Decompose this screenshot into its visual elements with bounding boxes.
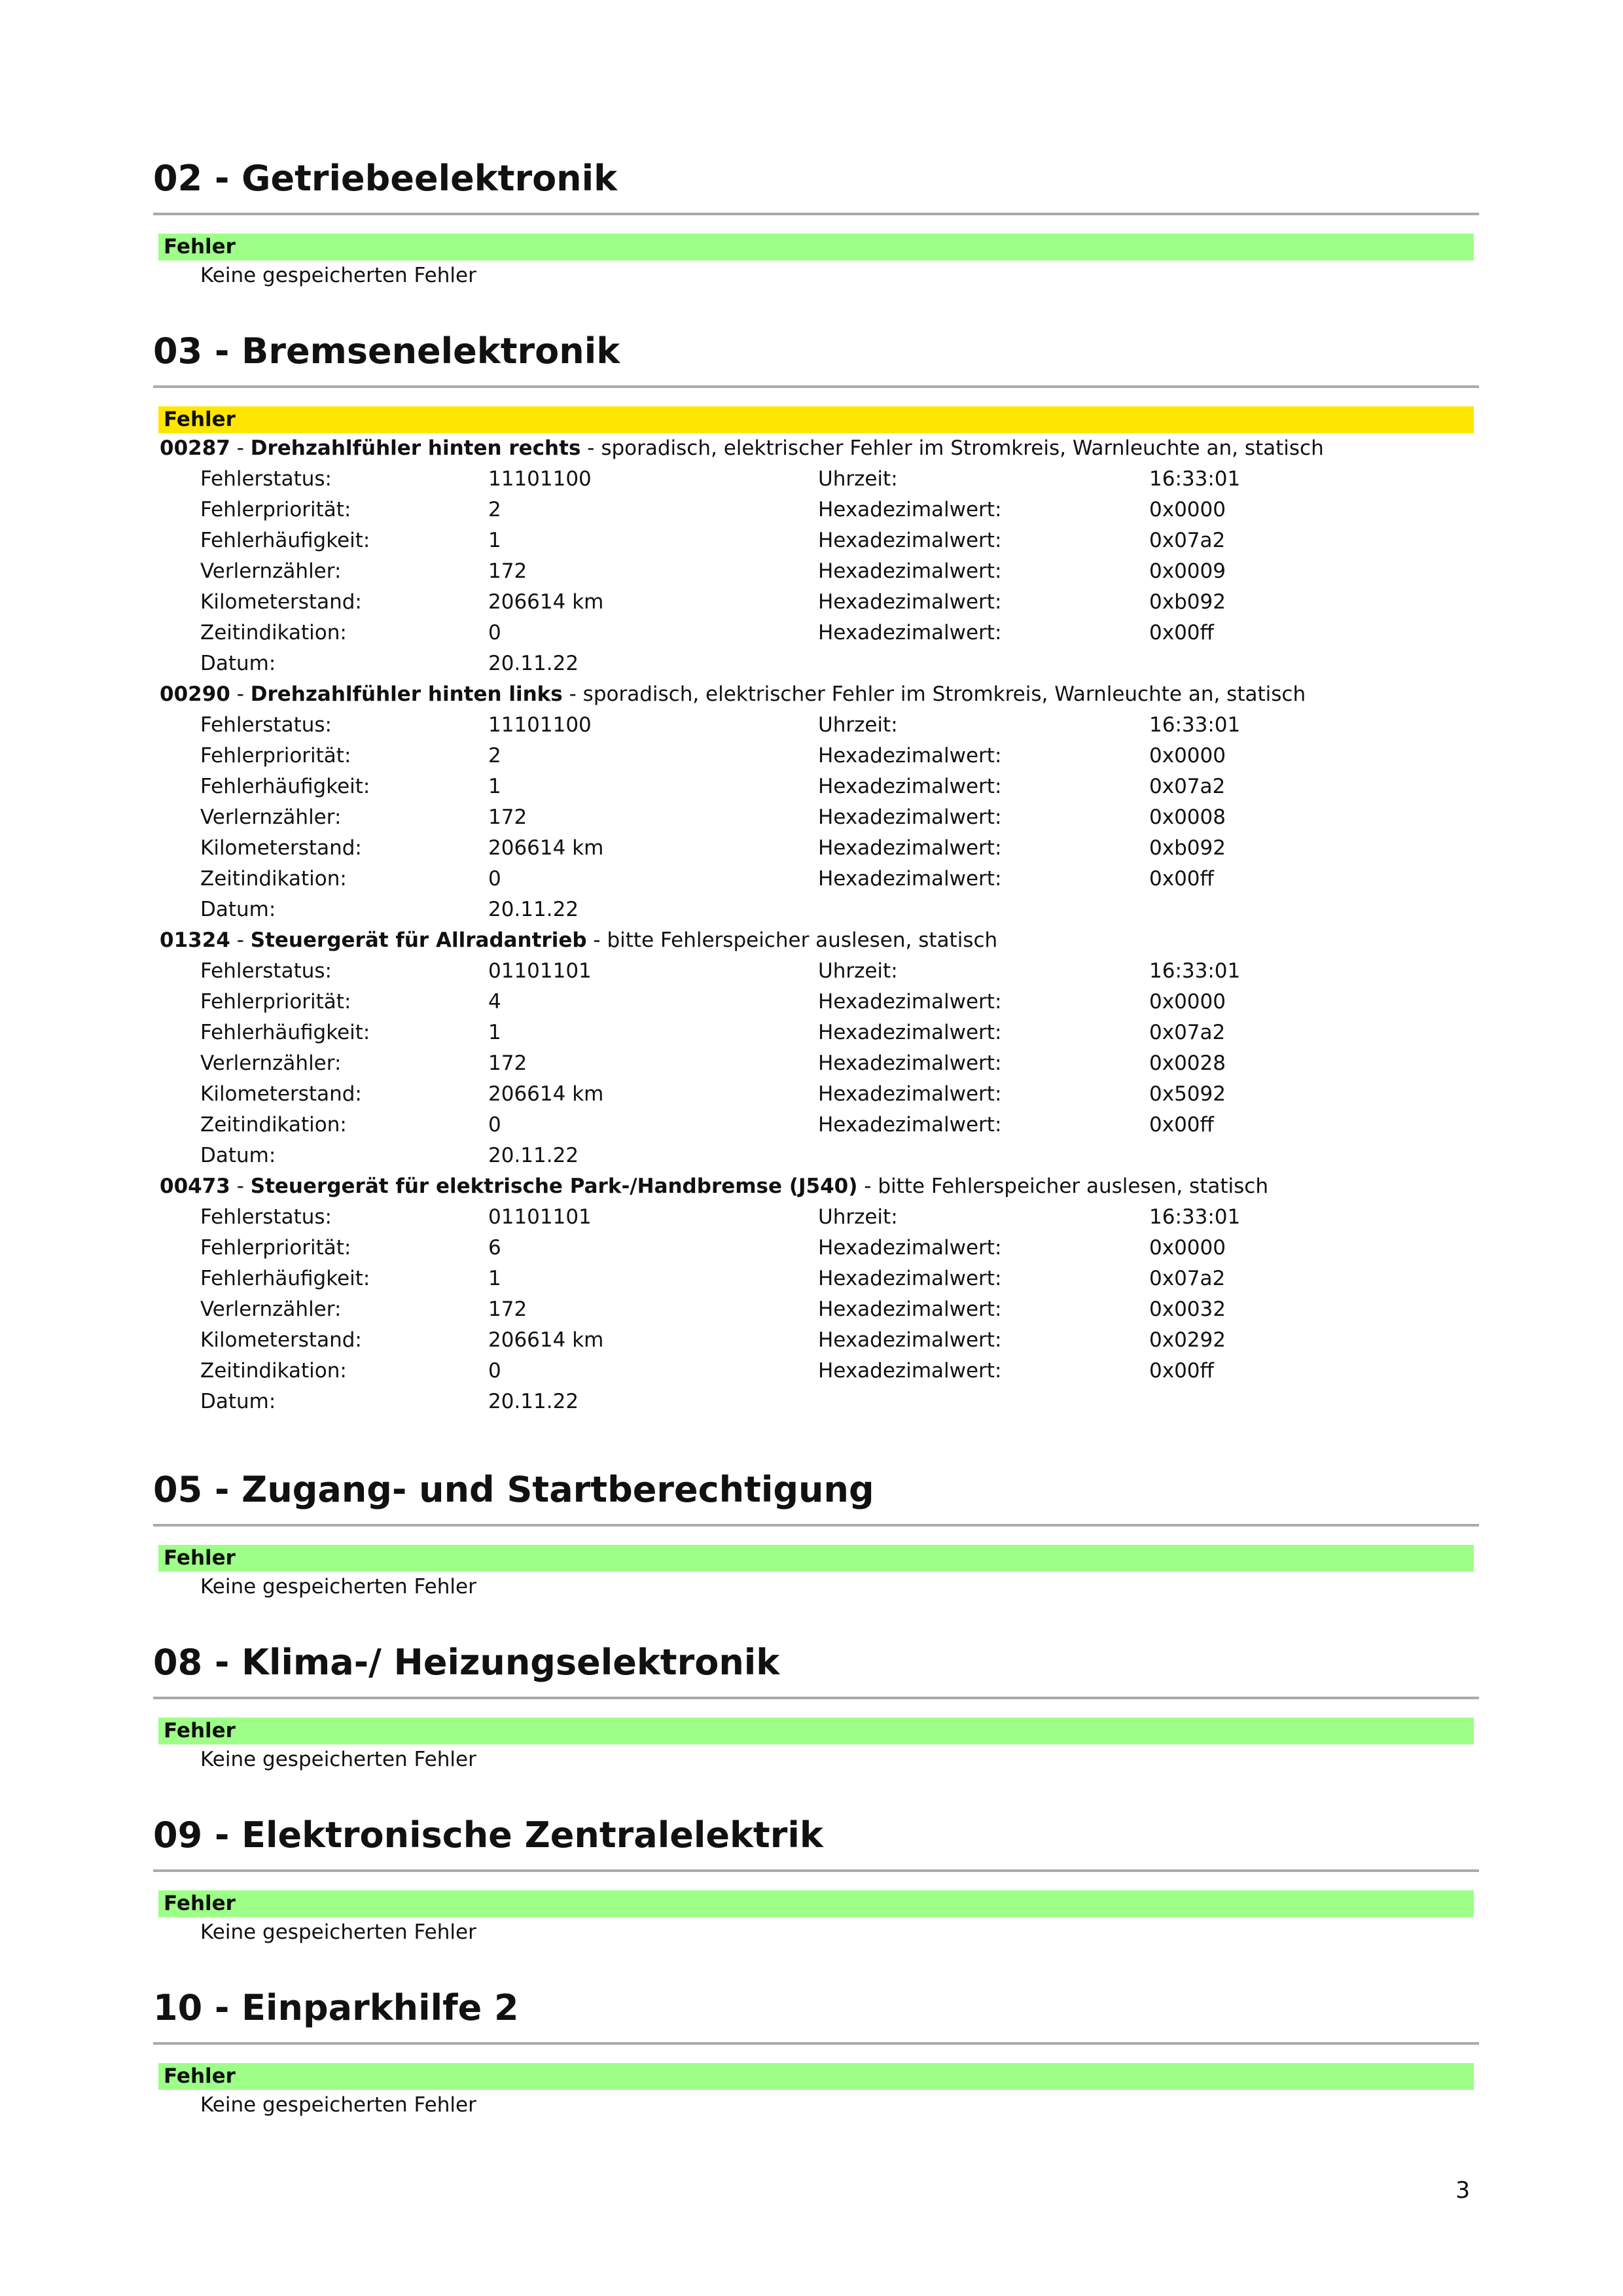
hex-value: 0x07a2 xyxy=(1149,1021,1226,1044)
detail-label: Datum: xyxy=(200,1144,276,1167)
detail-label: Zeitindikation: xyxy=(200,1359,347,1383)
time-label: Uhrzeit: xyxy=(818,467,898,491)
hex-label: Hexadezimalwert: xyxy=(818,1082,1002,1106)
hex-label: Hexadezimalwert: xyxy=(818,590,1002,614)
detail-label: Zeitindikation: xyxy=(200,621,347,645)
time-label: Uhrzeit: xyxy=(818,1205,898,1229)
module-title: 02 - Getriebeelektronik xyxy=(153,158,618,199)
hex-value: 0x0000 xyxy=(1149,498,1226,521)
detail-label: Verlernzähler: xyxy=(200,1298,342,1321)
detail-value: 6 xyxy=(488,1236,501,1260)
fault-description: bitte Fehlerspeicher auslesen, statisch xyxy=(878,1174,1268,1198)
hex-label: Hexadezimalwert: xyxy=(818,1267,1002,1290)
time-value: 16:33:01 xyxy=(1149,1205,1241,1229)
hex-value: 0x00ff xyxy=(1149,867,1214,891)
fault-name: Steuergerät für Allradantrieb xyxy=(250,928,587,952)
hex-label: Hexadezimalwert: xyxy=(818,1051,1002,1075)
fault-detail-row xyxy=(153,956,1479,987)
detail-label: Fehlerpriorität: xyxy=(200,1236,351,1260)
hex-label: Hexadezimalwert: xyxy=(818,836,1002,860)
fault-status-bar: Fehler xyxy=(158,1718,1474,1744)
hex-label: Hexadezimalwert: xyxy=(818,990,1002,1014)
fault-description: sporadisch, elektrischer Fehler im Stromkreis, Warnleuchte an, statisch xyxy=(582,682,1306,706)
detail-label: Kilometerstand: xyxy=(200,836,362,860)
hex-value: 0x0008 xyxy=(1149,805,1226,829)
fault-header: 01324 - Steuergerät für Allradantrieb - bitte Fehlerspeicher auslesen, statisch xyxy=(160,928,998,952)
detail-value: 172 xyxy=(488,1298,527,1321)
module-title: 10 - Einparkhilfe 2 xyxy=(153,1987,519,2028)
hex-label: Hexadezimalwert: xyxy=(818,1113,1002,1137)
detail-label: Kilometerstand: xyxy=(200,1328,362,1352)
fault-status-bar: Fehler xyxy=(158,406,1474,433)
fault-detail-row xyxy=(153,525,1479,556)
detail-label: Datum: xyxy=(200,898,276,921)
hex-value: 0x0000 xyxy=(1149,990,1226,1014)
fault-status-bar: Fehler xyxy=(158,1890,1474,1917)
fault-detail-row xyxy=(153,771,1479,802)
detail-label: Fehlerpriorität: xyxy=(200,498,351,521)
detail-value: 206614 km xyxy=(488,1328,604,1352)
detail-value: 01101101 xyxy=(488,959,592,983)
fault-detail-row xyxy=(153,1325,1479,1356)
detail-label: Fehlerhäufigkeit: xyxy=(200,1267,370,1290)
hex-value: 0x07a2 xyxy=(1149,529,1226,552)
fault-detail-row xyxy=(153,464,1479,495)
detail-label: Datum: xyxy=(200,1390,276,1413)
fault-name: Drehzahlfühler hinten rechts xyxy=(250,436,581,460)
hex-value: 0x07a2 xyxy=(1149,775,1226,798)
divider xyxy=(153,1697,1479,1699)
divider xyxy=(153,213,1479,215)
fault-detail-row xyxy=(153,710,1479,741)
fault-status-bar: Fehler xyxy=(158,1545,1474,1572)
detail-value: 20.11.22 xyxy=(488,1390,579,1413)
detail-value: 20.11.22 xyxy=(488,1144,579,1167)
fault-detail-row xyxy=(153,1386,1479,1417)
fault-description: bitte Fehlerspeicher auslesen, statisch xyxy=(607,928,998,952)
fault-detail-row xyxy=(153,864,1479,894)
fault-code: 00473 xyxy=(160,1174,230,1198)
detail-label: Verlernzähler: xyxy=(200,559,342,583)
detail-label: Fehlerstatus: xyxy=(200,467,332,491)
hex-label: Hexadezimalwert: xyxy=(818,867,1002,891)
detail-value: 1 xyxy=(488,1267,501,1290)
hex-value: 0x0032 xyxy=(1149,1298,1226,1321)
detail-label: Kilometerstand: xyxy=(200,1082,362,1106)
module-title: 03 - Bremsenelektronik xyxy=(153,330,620,372)
detail-value: 20.11.22 xyxy=(488,898,579,921)
no-faults-message: Keine gespeicherten Fehler xyxy=(200,1920,476,1944)
detail-label: Fehlerstatus: xyxy=(200,1205,332,1229)
hex-value: 0x07a2 xyxy=(1149,1267,1226,1290)
module-section xyxy=(153,1982,1479,2121)
detail-value: 1 xyxy=(488,775,501,798)
fault-detail-row xyxy=(153,1356,1479,1386)
module-title: 05 - Zugang- und Startberechtigung xyxy=(153,1469,874,1510)
hex-value: 0x0009 xyxy=(1149,559,1226,583)
hex-value: 0x0000 xyxy=(1149,744,1226,768)
detail-value: 1 xyxy=(488,529,501,552)
hex-value: 0x00ff xyxy=(1149,1359,1214,1383)
detail-value: 206614 km xyxy=(488,836,604,860)
hex-label: Hexadezimalwert: xyxy=(818,1236,1002,1260)
fault-status-bar: Fehler xyxy=(158,2063,1474,2090)
fault-detail-row xyxy=(153,556,1479,587)
detail-value: 0 xyxy=(488,867,501,891)
fault-list xyxy=(153,433,1479,1417)
detail-value: 172 xyxy=(488,805,527,829)
fault-code: 01324 xyxy=(160,928,230,952)
hex-label: Hexadezimalwert: xyxy=(818,498,1002,521)
fault-detail-row xyxy=(153,1048,1479,1079)
fault-code: 00290 xyxy=(160,682,230,706)
detail-value: 0 xyxy=(488,621,501,645)
no-faults-message: Keine gespeicherten Fehler xyxy=(200,2093,476,2117)
hex-label: Hexadezimalwert: xyxy=(818,529,1002,552)
fault-detail-row xyxy=(153,1202,1479,1233)
detail-label: Zeitindikation: xyxy=(200,1113,347,1137)
detail-label: Fehlerpriorität: xyxy=(200,744,351,768)
detail-label: Fehlerhäufigkeit: xyxy=(200,529,370,552)
detail-label: Verlernzähler: xyxy=(200,805,342,829)
hex-value: 0x5092 xyxy=(1149,1082,1226,1106)
hex-label: Hexadezimalwert: xyxy=(818,1328,1002,1352)
hex-value: 0x00ff xyxy=(1149,1113,1214,1137)
detail-value: 206614 km xyxy=(488,590,604,614)
no-faults-message: Keine gespeicherten Fehler xyxy=(200,1748,476,1771)
fault-detail-row xyxy=(153,587,1479,618)
module-section xyxy=(153,1809,1479,1948)
hex-label: Hexadezimalwert: xyxy=(818,559,1002,583)
detail-value: 11101100 xyxy=(488,713,592,737)
divider xyxy=(153,1524,1479,1527)
time-label: Uhrzeit: xyxy=(818,713,898,737)
hex-value: 0x00ff xyxy=(1149,621,1214,645)
module-section xyxy=(153,1464,1479,1602)
hex-value: 0x0028 xyxy=(1149,1051,1226,1075)
fault-name: Drehzahlfühler hinten links xyxy=(250,682,563,706)
hex-value: 0x0000 xyxy=(1149,1236,1226,1260)
divider xyxy=(153,2042,1479,2045)
fault-status-bar: Fehler xyxy=(158,234,1474,260)
hex-label: Hexadezimalwert: xyxy=(818,1359,1002,1383)
fault-detail-row xyxy=(153,495,1479,525)
divider xyxy=(153,1869,1479,1872)
fault-detail-row xyxy=(153,1233,1479,1263)
fault-detail-row xyxy=(153,987,1479,1017)
hex-label: Hexadezimalwert: xyxy=(818,621,1002,645)
detail-value: 0 xyxy=(488,1359,501,1383)
hex-label: Hexadezimalwert: xyxy=(818,805,1002,829)
hex-label: Hexadezimalwert: xyxy=(818,775,1002,798)
page-number: 3 xyxy=(1455,2178,1471,2204)
fault-detail-row xyxy=(153,1017,1479,1048)
detail-label: Fehlerpriorität: xyxy=(200,990,351,1014)
detail-value: 172 xyxy=(488,1051,527,1075)
fault-detail-row xyxy=(153,741,1479,771)
divider xyxy=(153,385,1479,388)
detail-value: 1 xyxy=(488,1021,501,1044)
fault-detail-row xyxy=(153,1140,1479,1171)
fault-code: 00287 xyxy=(160,436,230,460)
module-section xyxy=(153,152,1479,291)
no-faults-message: Keine gespeicherten Fehler xyxy=(200,1575,476,1598)
fault-header: 00473 - Steuergerät für elektrische Park-/Handbremse (J540) - bitte Fehlerspeicher auslesen, statisch xyxy=(160,1174,1268,1198)
detail-label: Zeitindikation: xyxy=(200,867,347,891)
detail-label: Verlernzähler: xyxy=(200,1051,342,1075)
module-title: 09 - Elektronische Zentralelektrik xyxy=(153,1814,823,1856)
fault-detail-row xyxy=(153,833,1479,864)
fault-detail-row xyxy=(153,1110,1479,1140)
fault-header: 00290 - Drehzahlfühler hinten links - sporadisch, elektrischer Fehler im Stromkreis, Warnleuchte an, statisch xyxy=(160,682,1306,706)
detail-value: 206614 km xyxy=(488,1082,604,1106)
detail-value: 2 xyxy=(488,744,501,768)
hex-label: Hexadezimalwert: xyxy=(818,744,1002,768)
detail-label: Datum: xyxy=(200,652,276,675)
module-title: 08 - Klima-/ Heizungselektronik xyxy=(153,1642,780,1683)
module-section xyxy=(153,325,1479,1417)
time-value: 16:33:01 xyxy=(1149,467,1241,491)
detail-label: Fehlerstatus: xyxy=(200,713,332,737)
detail-label: Fehlerhäufigkeit: xyxy=(200,775,370,798)
hex-label: Hexadezimalwert: xyxy=(818,1298,1002,1321)
hex-value: 0x0292 xyxy=(1149,1328,1226,1352)
fault-detail-row xyxy=(153,1079,1479,1110)
detail-value: 2 xyxy=(488,498,501,521)
detail-label: Kilometerstand: xyxy=(200,590,362,614)
detail-value: 11101100 xyxy=(488,467,592,491)
fault-detail-row xyxy=(153,618,1479,648)
no-faults-message: Keine gespeicherten Fehler xyxy=(200,264,476,287)
hex-value: 0xb092 xyxy=(1149,590,1226,614)
fault-name: Steuergerät für elektrische Park-/Handbremse (J540) xyxy=(250,1174,858,1198)
detail-value: 172 xyxy=(488,559,527,583)
fault-header: 00287 - Drehzahlfühler hinten rechts - sporadisch, elektrischer Fehler im Stromkreis, Warnleuchte an, statisch xyxy=(160,436,1324,460)
hex-value: 0xb092 xyxy=(1149,836,1226,860)
fault-detail-row xyxy=(153,648,1479,679)
time-value: 16:33:01 xyxy=(1149,713,1241,737)
detail-value: 4 xyxy=(488,990,501,1014)
fault-description: sporadisch, elektrischer Fehler im Stromkreis, Warnleuchte an, statisch xyxy=(601,436,1324,460)
fault-detail-row xyxy=(153,1263,1479,1294)
fault-detail-row xyxy=(153,1294,1479,1325)
fault-detail-row xyxy=(153,802,1479,833)
detail-label: Fehlerstatus: xyxy=(200,959,332,983)
hex-label: Hexadezimalwert: xyxy=(818,1021,1002,1044)
fault-detail-row xyxy=(153,894,1479,925)
time-value: 16:33:01 xyxy=(1149,959,1241,983)
detail-value: 01101101 xyxy=(488,1205,592,1229)
detail-value: 20.11.22 xyxy=(488,652,579,675)
detail-label: Fehlerhäufigkeit: xyxy=(200,1021,370,1044)
module-section xyxy=(153,1636,1479,1775)
detail-value: 0 xyxy=(488,1113,501,1137)
time-label: Uhrzeit: xyxy=(818,959,898,983)
